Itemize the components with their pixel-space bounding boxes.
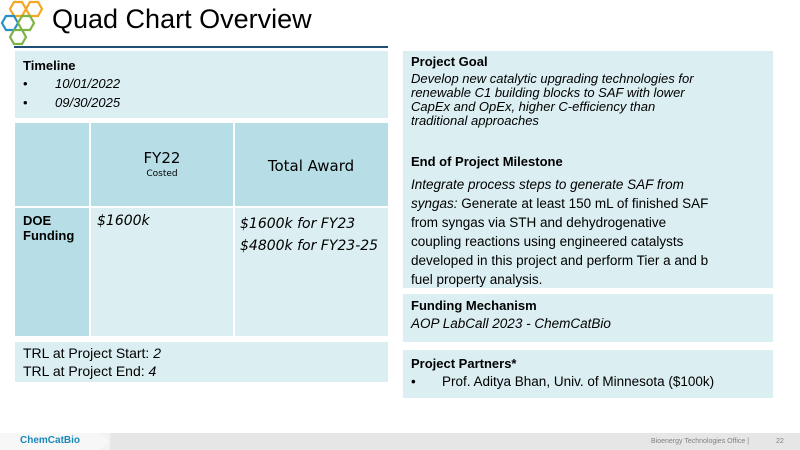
total-award-header-cell	[234, 123, 388, 207]
bullet-icon: •	[411, 374, 416, 389]
title-divider	[14, 46, 388, 48]
trl-end	[23, 363, 156, 379]
table-corner-cell	[15, 123, 90, 207]
milestone-line: coupling reactions using engineered catalysts	[411, 234, 684, 249]
project-goal-heading: Project Goal	[411, 54, 488, 69]
funding-label: Funding	[23, 228, 75, 243]
milestone-line-rest: Generate at least 150 mL of finished SAF	[457, 196, 709, 211]
trl-start-label: TRL at Project Start:	[23, 345, 154, 361]
fy22-value-cell	[90, 207, 234, 336]
project-goal-line: CapEx and OpEx, higher C-efficiency than	[411, 99, 656, 114]
trl-start-value: 2	[153, 345, 161, 361]
fy22-header-cell	[90, 123, 234, 207]
total-award-header: Total Award	[267, 157, 355, 175]
chemcatbio-logo-icon	[0, 0, 48, 48]
timeline-start-date: 10/01/2022	[55, 76, 121, 91]
total-award-line-2: $4800k for FY23-25	[240, 238, 379, 254]
funding-mechanism-panel	[403, 294, 773, 342]
milestone-line: fuel property analysis.	[411, 272, 543, 287]
milestone-line	[411, 194, 767, 213]
milestone-text	[411, 175, 767, 289]
trl-start	[23, 345, 161, 361]
fy22-header: FY22	[143, 149, 181, 167]
fy22-subheader: Costed	[146, 169, 178, 179]
partner-text: Prof. Aditya Bhan, Univ. of Minnesota ($100k)	[442, 374, 715, 389]
timeline-end-date: 09/30/2025	[55, 95, 121, 110]
partner-item	[411, 375, 767, 389]
project-goal-text	[411, 72, 767, 128]
funding-table	[15, 123, 388, 336]
project-goal-panel	[403, 51, 773, 288]
project-partners-heading: Project Partners*	[411, 356, 517, 371]
bullet-icon: •	[23, 95, 28, 110]
page-number: 22	[776, 438, 784, 445]
fy22-value: $1600k	[97, 213, 150, 229]
doe-label: DOE	[23, 213, 52, 228]
project-goal-line: Develop new catalytic upgrading technologies for	[411, 71, 694, 86]
funding-mechanism-heading: Funding Mechanism	[411, 298, 537, 313]
trl-end-value: 4	[148, 363, 157, 379]
timeline-heading: Timeline	[23, 58, 76, 73]
project-goal-line: traditional approaches	[411, 113, 539, 128]
milestone-heading: End of Project Milestone	[411, 154, 563, 169]
total-award-value-cell	[234, 207, 388, 336]
funding-mechanism-text: AOP LabCall 2023 - ChemCatBio	[411, 316, 611, 331]
table-divider	[233, 123, 235, 336]
milestone-line: developed in this project and perform Tier a and b	[411, 253, 709, 268]
project-goal-line: renewable C1 building blocks to SAF with lower	[411, 85, 685, 100]
milestone-line: Integrate process steps to generate SAF from	[411, 177, 684, 192]
doe-funding-label-cell	[15, 207, 90, 336]
footer-brand-logo: ChemCatBio	[20, 435, 81, 446]
milestone-line: from syngas via STH and dehydrogenative	[411, 215, 667, 230]
milestone-syngas-label: syngas:	[411, 196, 458, 211]
table-divider	[15, 206, 388, 208]
total-award-line-1: $1600k for FY23	[240, 216, 356, 232]
timeline-end-item	[23, 95, 120, 110]
trl-end-label: TRL at Project End:	[23, 363, 149, 379]
page-title: Quad Chart Overview	[52, 4, 312, 34]
table-divider	[89, 123, 91, 336]
footer-office-name: Bioenergy Technologies Office |	[651, 438, 750, 445]
trl-panel	[15, 342, 388, 382]
project-partners-panel	[403, 350, 773, 398]
timeline-start-item	[23, 76, 120, 91]
timeline-panel	[15, 51, 388, 118]
bullet-icon: •	[23, 76, 28, 91]
